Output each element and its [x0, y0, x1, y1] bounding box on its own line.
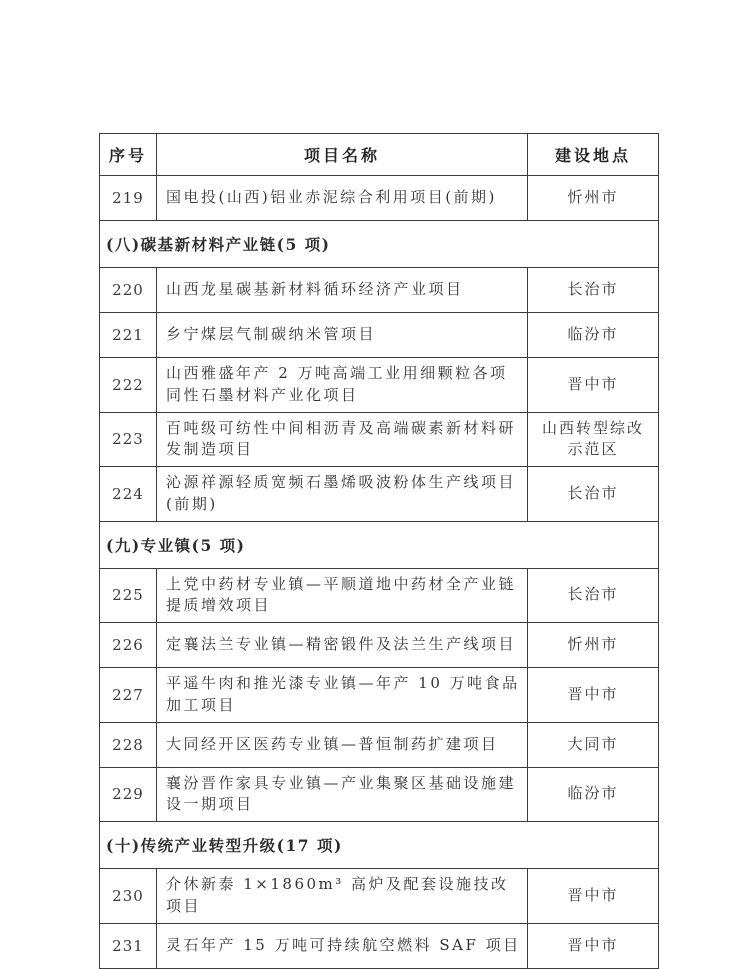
project-name: 沁源祥源轻质宽频石墨烯吸波粉体生产线项目(前期) [157, 467, 528, 522]
row-serial-number: 225 [100, 568, 157, 623]
project-name: 定襄法兰专业镇—精密锻件及法兰生产线项目 [157, 623, 528, 668]
project-name: 上党中药材专业镇—平顺道地中药材全产业链提质增效项目 [157, 568, 528, 623]
row-serial-number: 222 [100, 358, 157, 413]
row-serial-number: 220 [100, 268, 157, 313]
project-location: 长治市 [528, 268, 659, 313]
table-row [100, 668, 659, 723]
project-name: 平遥牛肉和推光漆专业镇—年产 10 万吨食品加工项目 [157, 668, 528, 723]
project-location: 晋中市 [528, 668, 659, 723]
table-row [100, 869, 659, 924]
row-serial-number: 221 [100, 313, 157, 358]
table-row [100, 767, 659, 822]
table-row [100, 358, 659, 413]
section-title: (八)碳基新材料产业链(5 项) [100, 221, 659, 268]
project-name: 襄汾晋作家具专业镇—产业集聚区基础设施建设一期项目 [157, 767, 528, 822]
project-location: 临汾市 [528, 313, 659, 358]
table-row [100, 268, 659, 313]
table-row [100, 568, 659, 623]
row-serial-number: 231 [100, 923, 157, 968]
section-row [100, 822, 659, 869]
project-location: 山西转型综改示范区 [528, 412, 659, 467]
project-location: 长治市 [528, 467, 659, 522]
project-name: 大同经开区医药专业镇—普恒制药扩建项目 [157, 722, 528, 767]
table-header-row [100, 134, 659, 176]
project-table [99, 133, 659, 969]
row-serial-number: 228 [100, 722, 157, 767]
table-row [100, 623, 659, 668]
row-serial-number: 230 [100, 869, 157, 924]
row-serial-number: 227 [100, 668, 157, 723]
project-location: 晋中市 [528, 358, 659, 413]
project-table-body [100, 176, 659, 969]
row-serial-number: 226 [100, 623, 157, 668]
table-row [100, 412, 659, 467]
project-name: 国电投(山西)铝业赤泥综合利用项目(前期) [157, 176, 528, 221]
table-row [100, 722, 659, 767]
project-name: 介休新泰 1×1860m³ 高炉及配套设施技改项目 [157, 869, 528, 924]
project-name: 百吨级可纺性中间相沥青及高端碳素新材料研发制造项目 [157, 412, 528, 467]
row-serial-number: 223 [100, 412, 157, 467]
table-row [100, 176, 659, 221]
row-serial-number: 219 [100, 176, 157, 221]
section-row [100, 221, 659, 268]
project-location: 大同市 [528, 722, 659, 767]
section-title: (九)专业镇(5 项) [100, 521, 659, 568]
header-serial-number: 序号 [100, 134, 157, 176]
header-project-name: 项目名称 [157, 134, 528, 176]
project-location: 临汾市 [528, 767, 659, 822]
row-serial-number: 229 [100, 767, 157, 822]
project-name: 乡宁煤层气制碳纳米管项目 [157, 313, 528, 358]
header-construction-location: 建设地点 [528, 134, 659, 176]
project-location: 忻州市 [528, 623, 659, 668]
table-row [100, 467, 659, 522]
project-location: 长治市 [528, 568, 659, 623]
project-name: 灵石年产 15 万吨可持续航空燃料 SAF 项目 [157, 923, 528, 968]
project-location: 晋中市 [528, 869, 659, 924]
project-location: 晋中市 [528, 923, 659, 968]
row-serial-number: 224 [100, 467, 157, 522]
project-name: 山西雅盛年产 2 万吨高端工业用细颗粒各项同性石墨材料产业化项目 [157, 358, 528, 413]
project-location: 忻州市 [528, 176, 659, 221]
section-row [100, 521, 659, 568]
project-name: 山西龙星碳基新材料循环经济产业项目 [157, 268, 528, 313]
table-row [100, 313, 659, 358]
table-row [100, 923, 659, 968]
section-title: (十)传统产业转型升级(17 项) [100, 822, 659, 869]
